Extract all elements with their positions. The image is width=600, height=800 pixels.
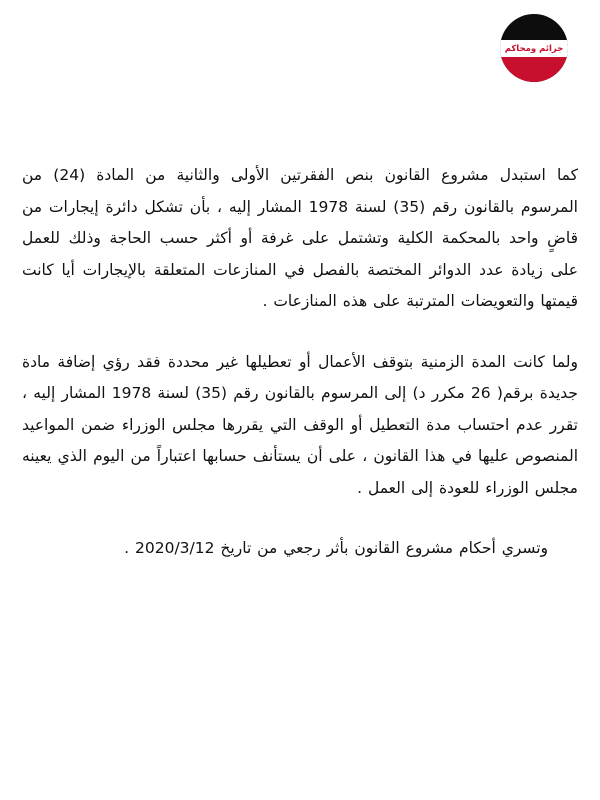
logo-text: جرائم ومحاكم [504,43,564,54]
paragraph-amendment-article-24: كما استبدل مشروع القانون بنص الفقرتين الأولى والثانية من المادة (24) من المرسوم بالقانون رقم (35) لسنة 1978 المشار إليه ، بأن تشكل دائرة إيجارات من قاضٍ واحد بالمحكمة الكلية وتشتمل على غرفة أو أكثر حسب الحاجة وذلك للعمل على زيادة عدد الدوائر المختصة بالفصل في المنازعات المتعلقة بالإيجارات أيا كانت قيمتها والتعويضات المترتبة على هذه المنازعات . [22,166,579,310]
logo [500,14,568,82]
paragraph-retroactive-date: وتسري أحكام مشروع القانون بأثر رجعي من تاريخ 2020/3/12 . [124,539,548,557]
paragraph-new-article-26: ولما كانت المدة الزمنية بتوقف الأعمال أو تعطيلها غير محددة فقد رؤي إضافة مادة جديدة برقم( 26 مكرر د) إلى المرسوم بالقانون رقم (35) لسنة 1978 المشار إليه ، تقرر عدم احتساب مدة التعطيل أو الوقف التي يقررها مجلس الوزراء ضمن المواعيد المنصوص عليها في هذا القانون ، على أن يستأنف حسابها اعتباراً من اليوم الذي يعينه مجلس الوزراء للعودة إلى العمل . [22,352,578,497]
document-body [22,160,578,565]
logo-band [500,40,568,57]
logo-bottom-half [500,57,568,82]
